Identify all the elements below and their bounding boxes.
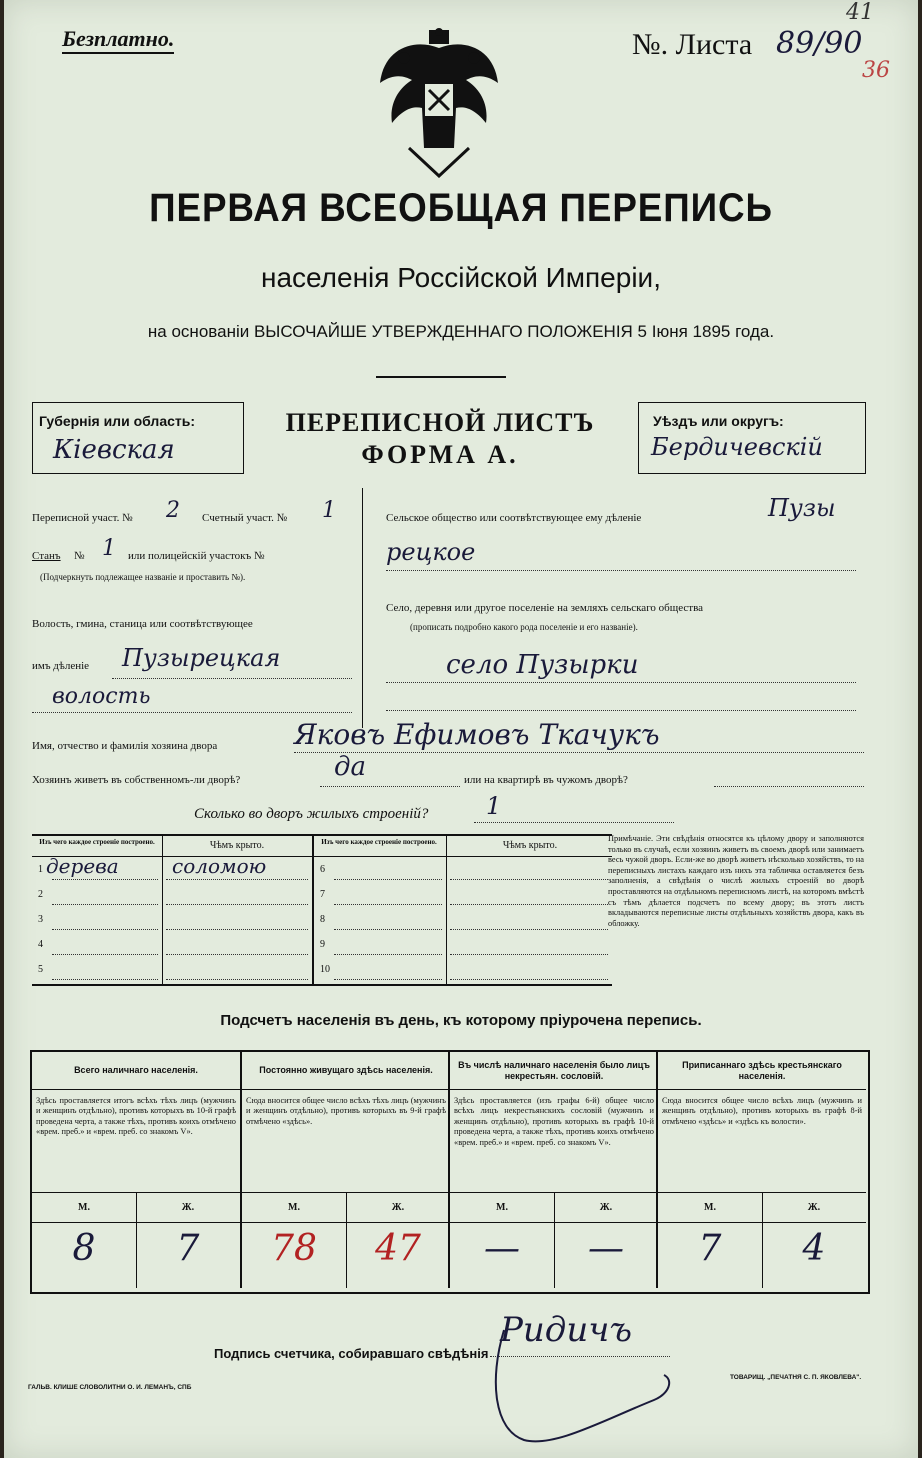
uezd-box <box>638 402 866 474</box>
owner-own-label: Хозяинъ живетъ въ собственномъ-ли дворѣ? <box>32 774 241 786</box>
owner-rent-label: или на квартирѣ въ чужомъ дворѣ? <box>464 774 628 786</box>
uchast-label: Переписной участ. № <box>32 512 133 524</box>
form-type: ФОРМА А. <box>361 440 519 469</box>
gubernia-label: Губернія или область: <box>39 413 196 429</box>
building-row-number: 5 <box>38 964 43 975</box>
building-row-number: 2 <box>38 889 43 900</box>
signature-value: Ридичъ <box>500 1310 633 1350</box>
building-row-number: 10 <box>320 964 330 975</box>
count-female-value: — <box>588 1228 624 1269</box>
main-title: ПЕРВАЯ ВСЕОБЩАЯ ПЕРЕПИСЬ <box>149 186 773 230</box>
count-group <box>448 1052 658 1288</box>
uezd-value: Бердичевскій <box>651 433 823 461</box>
village-label: Село, деревня или другое поселеніе на земляхъ сельскаго общества <box>386 602 704 614</box>
stan-number-sign: № <box>74 550 85 562</box>
count-group-desc: Здѣсь проставляется (изъ графы 6-й) общее число всѣхъ лицъ некрестьянскихъ сословій (мужчинъ и женщинъ отдѣльно), противъ которыхъ въ графѣ 10-й проведена черта, а также тѣхъ, противъ коихъ отмѣчено «врем. преб.» и «врем. преб. со знакомъ V». <box>454 1096 654 1147</box>
building-roof: соломою <box>172 854 267 878</box>
count-title: Подсчетъ населенія въ день, къ которому пріурочена перепись. <box>220 1012 702 1029</box>
count-group <box>656 1052 866 1288</box>
printer-right: ТОВАРИЩ. „ПЕЧАТНЯ С. П. ЯКОВЛЕВА". <box>730 1374 862 1381</box>
building-row-number: 7 <box>320 889 325 900</box>
count-female-label: Ж. <box>599 1202 613 1213</box>
owner-name-value: Яковъ Ефимовъ Ткачукъ <box>294 718 660 751</box>
building-material: дерева <box>46 854 119 878</box>
signature-label: Подпись счетчика, собиравшаго свѣдѣнія <box>214 1346 489 1361</box>
police-label: или полицейскій участокъ № <box>128 550 265 562</box>
right-info-block <box>386 488 866 728</box>
count-group-head: Въ числѣ наличнаго населенія было лицъ некрестьян. сословій. <box>450 1052 658 1090</box>
count-male-value: — <box>484 1228 520 1269</box>
owner-own-value: да <box>334 752 366 782</box>
owner-name-label: Имя, отчество и фамилія хозяина двора <box>32 740 218 752</box>
left-info-block <box>32 488 363 728</box>
buildings-note: Примѣчаніе. Эти свѣдѣнія относятся къ цѣлому двору и заполняются только въ случаѣ, если хозяинъ живетъ въ своемъ дворѣ или занимаетъ весь чужой дворъ. Если-же во дворѣ живетъ нѣсколько хозяйствъ, то на переписныхъ листахъ каждаго изъ нихъ эта табличка оставляется безъ заполненія, а свѣдѣнія о числѣ жилыхъ строеній во дворѣ проставляются на отдѣльномъ переписномъ листѣ, на которомъ вмѣстѣ съ тѣмъ дѣлается подсчетъ по всему двору; въ этотъ листъ вкладываются переписные листы отдѣльныхъ хозяйствъ двора, какъ въ обложку. <box>608 834 864 928</box>
building-row-number: 4 <box>38 939 43 950</box>
form-title-box <box>242 402 638 472</box>
building-row-number: 1 <box>38 864 43 875</box>
count-female-label: Ж. <box>391 1202 405 1213</box>
schet-value: 1 <box>322 498 336 523</box>
subtitle: населенія Россійской Имперіи, <box>261 262 661 293</box>
population-count-table <box>30 1050 870 1294</box>
building-row-number: 6 <box>320 864 325 875</box>
count-male-label: М. <box>704 1202 716 1213</box>
count-male-value: 7 <box>698 1228 722 1269</box>
col-material-right: Изъ чего каждое строеніе построено. <box>321 838 437 846</box>
count-male-value: 78 <box>271 1228 317 1269</box>
buildings-table <box>32 834 612 984</box>
count-male-label: М. <box>496 1202 508 1213</box>
count-female-value: 47 <box>375 1228 421 1269</box>
col-material-left: Изъ чего каждое строеніе построено. <box>39 838 155 846</box>
gubernia-box <box>32 402 244 474</box>
printer-left: ГАЛЬВ. КЛИШЕ СЛОВОЛИТНИ О. И. ЛЕМАНЪ, СПБ <box>28 1384 192 1391</box>
stan-label: Станъ <box>32 550 61 562</box>
count-group-head: Приписаннаго здѣсь крестьянскаго населенія. <box>658 1052 866 1090</box>
count-group-desc: Сюда вносится общее число всѣхъ тѣхъ лицъ (мужчинъ и женщинъ отдѣльно), противъ которыхъ въ 9-й графѣ отмѣчено «здѣсь». <box>246 1096 446 1126</box>
building-row-number: 9 <box>320 939 325 950</box>
volost-value: Пузырецкая <box>122 644 281 672</box>
count-group <box>240 1052 450 1288</box>
count-female-value: 4 <box>802 1228 826 1269</box>
volost-label: Волость, гмина, станица или соотвѣтствующее <box>32 618 253 630</box>
buildings-value: 1 <box>486 792 502 820</box>
margin-number: 36 <box>862 58 890 83</box>
margin-number-top: 41 <box>846 0 874 25</box>
count-female-label: Ж. <box>807 1202 821 1213</box>
society-value: Пузы <box>768 494 836 522</box>
building-row-number: 3 <box>38 914 43 925</box>
signature-flourish <box>484 1320 684 1450</box>
count-female-value: 7 <box>176 1228 200 1269</box>
underline-note: (Подчеркнуть подлежащее названіе и проставить №). <box>40 572 246 582</box>
double-headed-eagle-emblem <box>374 28 504 178</box>
building-row-number: 8 <box>320 914 325 925</box>
buildings-label: Сколько во дворъ жилыхъ строеній? <box>194 806 429 822</box>
uchast-value: 2 <box>166 498 180 523</box>
volost-value-2: волость <box>52 684 151 709</box>
uezd-label: Уѣздъ или округъ: <box>653 413 784 429</box>
count-male-value: 8 <box>72 1228 96 1269</box>
count-group-desc: Здѣсь проставляется итогъ всѣхъ тѣхъ лицъ (мужчинъ и женщинъ отдѣльно), противъ которыхъ въ 10-й графѣ проведена черта, а также тѣхъ, противъ коихъ отмѣчено «врем. преб.» и «врем. преб. со знакомъ V». <box>36 1096 236 1137</box>
count-group-desc: Сюда вносится общее число всѣхъ лицъ (мужчинъ и женщинъ отдѣльно), противъ которыхъ въ графѣ 8-й отмѣчено «здѣсь» и «здѣсь къ волости». <box>662 1096 862 1126</box>
village-value: село Пузырки <box>446 650 639 680</box>
basis-line: на основаніи ВЫСОЧАЙШЕ УТВЕРЖДЕННАГО ПОЛОЖЕНІЯ 5 Іюня 1895 года. <box>147 322 775 341</box>
census-sheet <box>4 0 918 1458</box>
col-roof-right: Чѣмъ крыто. <box>502 840 558 851</box>
society-value-2: рецкое <box>386 538 476 566</box>
ornament-divider <box>376 376 506 378</box>
society-label: Сельское общество или соотвѣтствующее ему дѣленіе <box>386 512 642 524</box>
gubernia-value: Кіевская <box>53 435 175 465</box>
village-note: (прописать подробно какого рода поселеніе и его названіе). <box>410 622 638 632</box>
count-group-head: Всего наличнаго населенія. <box>32 1052 240 1090</box>
count-male-label: М. <box>288 1202 300 1213</box>
count-group-head: Постоянно живущаго здѣсь населенія. <box>242 1052 450 1090</box>
count-male-label: М. <box>78 1202 90 1213</box>
volost-label-2: имъ дѣленіе <box>32 660 90 672</box>
count-female-label: Ж. <box>181 1202 195 1213</box>
schet-label: Счетный участ. № <box>202 512 288 524</box>
sheet-number-value: 89/90 <box>776 26 863 61</box>
count-group <box>32 1052 240 1288</box>
col-roof-left: Чѣмъ крыто. <box>209 840 265 851</box>
free-label: Безплатно. <box>62 26 174 54</box>
stan-value: 1 <box>102 536 116 561</box>
sheet-number-label: №. Листа <box>632 28 753 61</box>
form-title: ПЕРЕПИСНОЙ ЛИСТЪ <box>285 408 595 437</box>
